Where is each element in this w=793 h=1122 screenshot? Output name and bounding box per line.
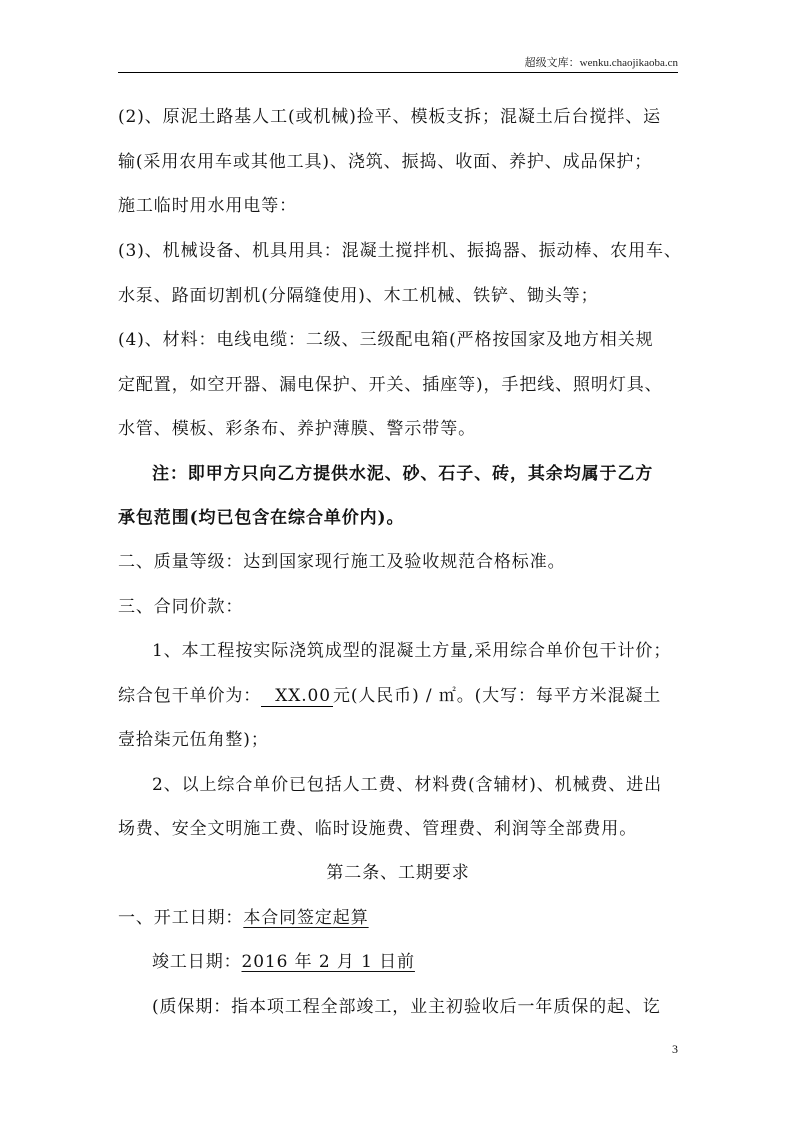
unit-price-label: 综合包干单价为： [118,686,262,706]
completion-date-value: 2016 年 2 月 1 日前 [241,952,415,972]
equipment-line-1: (3)、机械设备、机具用具：混凝土搅拌机、振捣器、振动棒、农用车、 [118,241,682,261]
note-line-2: 承包范围(均已包含在综合单价内)。 [118,508,405,528]
contract-price-heading: 三、合同价款： [118,597,244,617]
price-item1-line3: 壹拾柒元伍角整)； [118,730,269,750]
header-source-text: 超级文库：wenku.chaojikaoba.cn [524,57,678,69]
page-header [118,50,678,73]
start-date-label: 一、开工日期： [118,908,244,928]
note-line-1: 注：即甲方只向乙方提供水泥、砂、石子、砖，其余均属于乙方 [152,464,654,484]
completion-date-line [118,951,712,973]
materials-line-1: (4)、材料：电线电缆：二级、三级配电箱(严格按国家及地方相关规 [118,330,654,350]
price-item1-line1: 1、本工程按实际浇筑成型的混凝土方量,采用综合单价包干计价； [152,641,672,661]
unit-price-suffix: 元(人民币) / ㎡。(大写：每平方米混凝土 [332,686,662,706]
scope-line-2: 输(采用农用车或其他工具)、浇筑、振捣、收面、养护、成品保护； [118,152,653,172]
page-number: 3 [672,1042,678,1056]
completion-date-label: 竣工日期： [152,952,242,972]
price-item1-line2 [118,685,678,707]
quality-grade: 二、质量等级：达到国家现行施工及验收规范合格标准。 [118,552,566,572]
equipment-line-2: 水泵、路面切割机(分隔缝使用)、木工机械、铁铲、锄头等； [118,286,599,306]
warranty-line-1: (质保期：指本项工程全部竣工，业主初验收后一年质保的起、讫 [152,997,661,1017]
unit-price-value: XX.00 [261,686,333,707]
start-date-line [118,907,678,929]
scope-line-3: 施工临时用水用电等： [118,196,297,216]
start-date-value: 本合同签定起算 [243,908,369,928]
price-item2-line2: 场费、安全文明施工费、临时设施费、管理费、利润等全部费用。 [118,819,638,839]
materials-line-2: 定配置，如空开器、漏电保护、开关、插座等)，手把线、照明灯具、 [118,375,663,395]
materials-line-3: 水管、模板、彩条布、养护薄膜、警示带等。 [118,419,476,439]
scope-line-1: (2)、原泥土路基人工(或机械)捡平、模板支拆；混凝土后台搅拌、运 [118,107,662,127]
article-2-title: 第二条、工期要求 [326,863,470,883]
price-item2-line1: 2、以上综合单价已包括人工费、材料费(含辅材)、机械费、进出 [152,775,663,795]
